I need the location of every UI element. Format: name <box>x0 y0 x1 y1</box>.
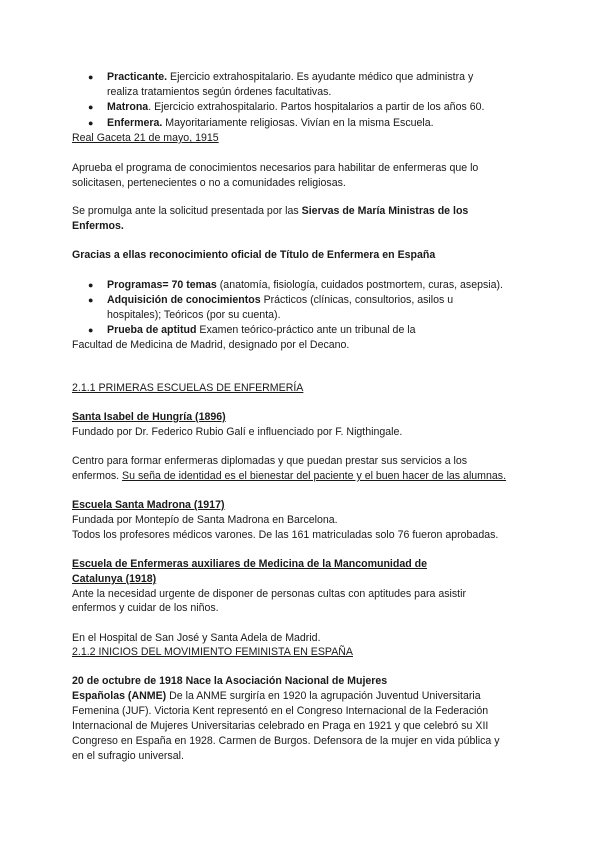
hospital-line: En el Hospital de San José y Santa Adela de Madrid. <box>72 632 321 644</box>
section-2-1-2-heading: 2.1.2 INICIOS DEL MOVIMIENTO FEMINISTA EN ESPAÑA <box>72 646 353 658</box>
mancomunidad-title-1: Escuela de Enfermeras auxiliares de Medicina de la Mancomunidad de <box>72 558 428 570</box>
section-2-1-1-heading: 2.1.1 PRIMERAS ESCUELAS DE ENFERMERÍA <box>72 382 304 394</box>
centro-line-2: enfermos. Su seña de identidad es el bienestar del paciente y el buen hacer de las alumnas. <box>72 470 507 482</box>
promulga-line-1: Se promulga ante la solicitud presentada por las Siervas de María Ministras de los <box>72 205 469 217</box>
gaceta-heading: Real Gaceta 21 de mayo, 1915 <box>72 132 219 144</box>
madrona-line-2: Todos los profesores médicos varones. De las 161 matriculadas solo 76 fueron aprobadas. <box>72 529 499 541</box>
anme-line-1: 20 de octubre de 1918 Nace la Asociación Nacional de Mujeres <box>72 675 388 687</box>
mancomunidad-line-1: Ante la necesidad urgente de disponer de personas cultas con aptitudes para asistir <box>72 588 466 600</box>
bullet-icon: ● <box>88 295 94 305</box>
bullet-matrona: Matrona. Ejercicio extrahospitalario. Partos hospitalarios a partir de los años 60. <box>107 101 485 113</box>
bullet-adquisicion-cont: hospitales); Teóricos (por su cuenta). <box>107 309 281 321</box>
aprueba-line-1: Aprueba el programa de conocimientos necesarios para habilitar de enfermeras que lo <box>72 162 479 174</box>
santa-isabel-title: Santa Isabel de Hungría (1896) <box>72 411 226 423</box>
santa-isabel-line: Fundado por Dr. Federico Rubio Galí e influenciado por F. Nigthingale. <box>72 426 403 438</box>
madrona-title: Escuela Santa Madrona (1917) <box>72 499 225 511</box>
anme-line-5: Congreso en España en 1928. Carmen de Burgos. Defensora de la mujer en vida pública y <box>72 735 500 747</box>
bullet-icon: ● <box>88 325 94 335</box>
anme-line-4: Internacional de Mujeres Universitarias celebrado en Praga en 1921 y que celebró su XII <box>72 720 489 732</box>
bullet-programas: Programas= 70 temas (anatomía, fisiología, cuidados postmortem, curas, asepsia). <box>107 279 503 291</box>
centro-line-1: Centro para formar enfermeras diplomadas y que puedan prestar sus servicios a los <box>72 455 468 467</box>
anme-line-3: Femenina (JUF). Victoria Kent representó en el Congreso Internacional de la Federación <box>72 705 489 717</box>
anme-line-6: en el sufragio universal. <box>72 750 184 762</box>
facultad-line: Facultad de Medicina de Madrid, designado por el Decano. <box>72 339 350 351</box>
bullet-enfermera: Enfermera. Mayoritariamente religiosas. Vivían en la misma Escuela. <box>107 117 434 129</box>
aprueba-line-2: solicitasen, pertenecientes o no a comunidades religiosas. <box>72 177 346 189</box>
bullet-icon: ● <box>88 118 94 128</box>
bullet-prueba: Prueba de aptitud Examen teórico-práctico ante un tribunal de la <box>107 324 416 336</box>
anme-line-2: Españolas (ANME) De la ANME surgiría en 1920 la agrupación Juventud Universitaria <box>72 690 481 702</box>
bullet-icon: ● <box>88 280 94 290</box>
mancomunidad-line-2: enfermos y cuidar de los niños. <box>72 602 219 614</box>
bullet-practicante-cont: realiza tratamientos según órdenes facultativas. <box>107 86 332 98</box>
bullet-practicante: Practicante. Ejercicio extrahospitalario. Es ayudante médico que administra y <box>107 71 474 83</box>
bullet-adquisicion: Adquisición de conocimientos Prácticos (clínicas, consultorios, asilos u <box>107 294 454 306</box>
gracias-line: Gracias a ellas reconocimiento oficial de Título de Enfermera en España <box>72 249 436 261</box>
mancomunidad-title-2: Catalunya (1918) <box>72 573 157 585</box>
bullet-icon: ● <box>88 72 94 82</box>
promulga-line-2: Enfermos. <box>72 220 124 232</box>
madrona-line-1: Fundada por Montepío de Santa Madrona en Barcelona. <box>72 514 338 526</box>
bullet-icon: ● <box>88 102 94 112</box>
